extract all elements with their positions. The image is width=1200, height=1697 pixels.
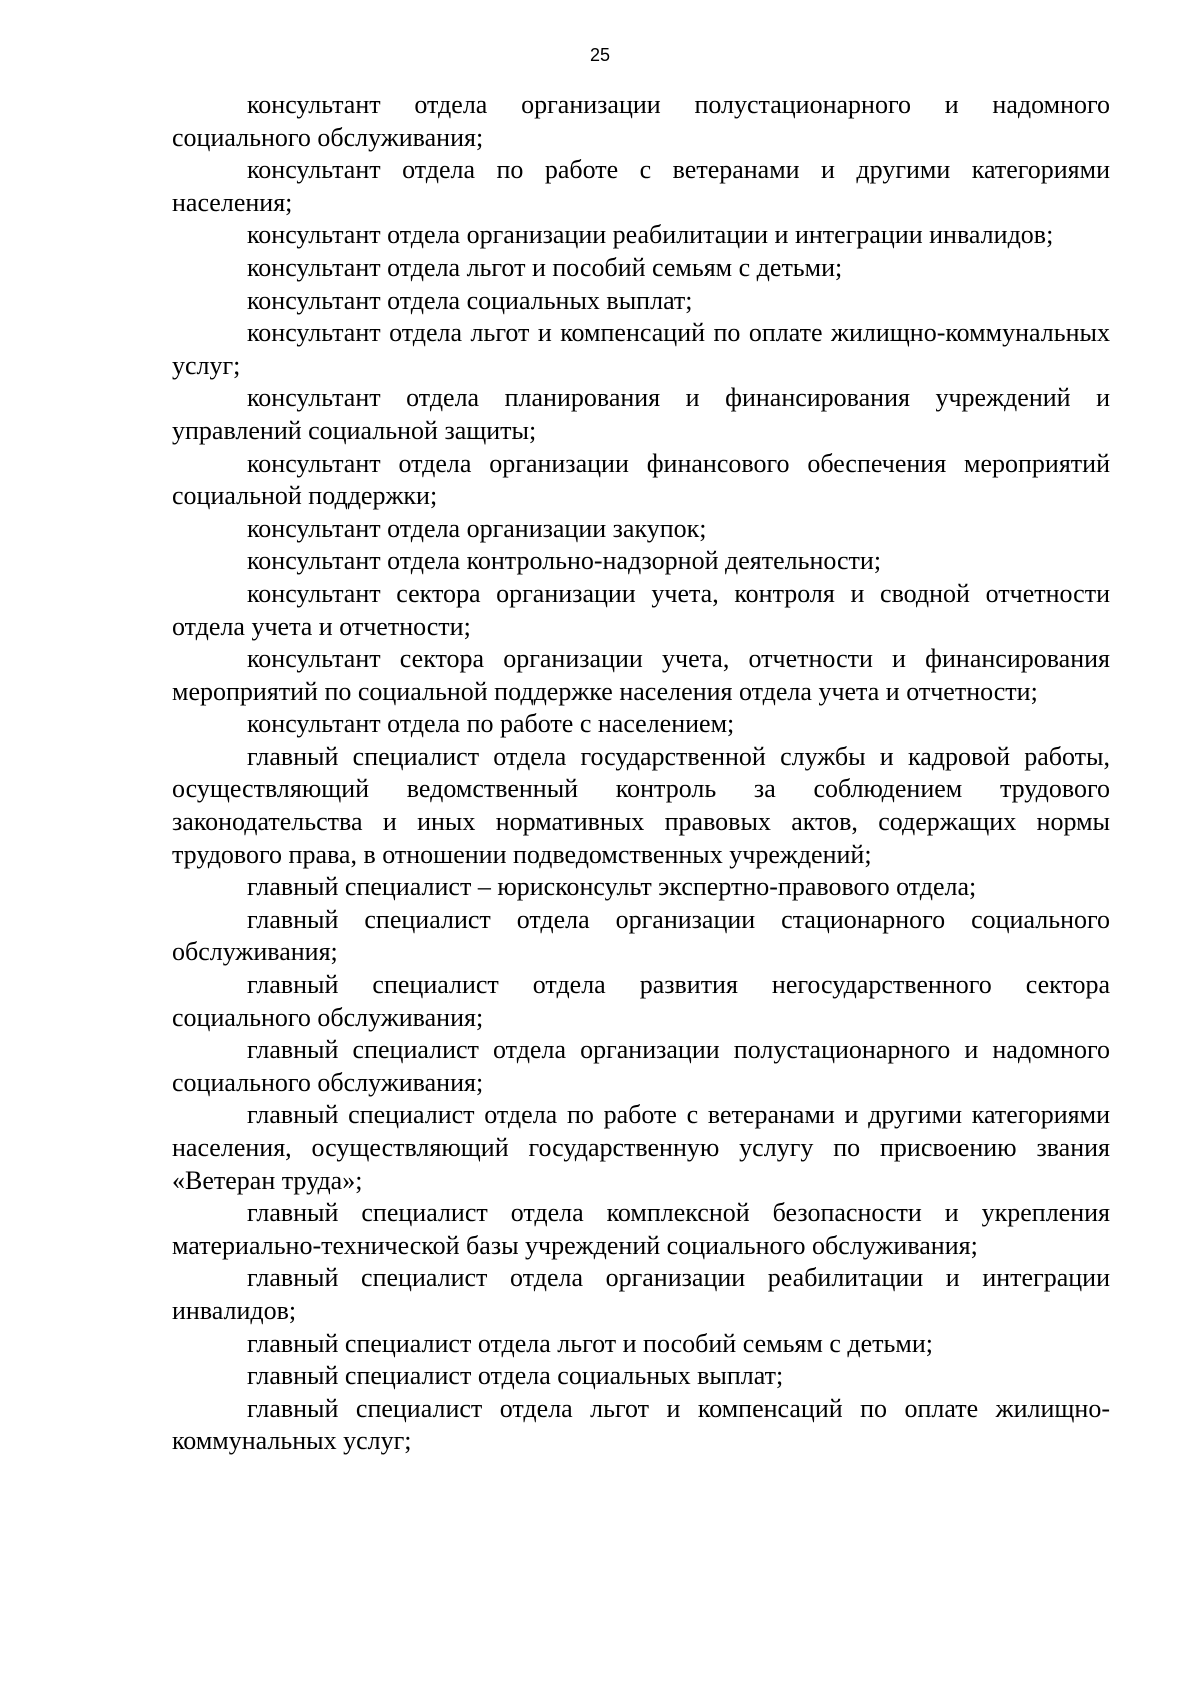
list-item: главный специалист отдела льгот и компенсаций по оплате жилищно-коммунальных услуг;	[172, 1393, 1110, 1456]
list-item: консультант отдела планирования и финансирования учреждений и управлений социальной защиты;	[172, 383, 1110, 445]
list-item: консультант сектора организации учета, отчетности и финансирования мероприятий по социальной поддержке населения отдела учета и отчетности;	[172, 644, 1110, 706]
list-item: консультант отдела контрольно-надзорной деятельности;	[247, 546, 882, 576]
list-item: главный специалист отдела организации реабилитации и интеграции инвалидов;	[172, 1263, 1110, 1325]
list-item: консультант отдела по работе с ветеранами и другими категориями населения;	[172, 155, 1110, 217]
list-item: консультант отдела организации реабилитации и интеграции инвалидов;	[247, 220, 1054, 250]
list-item: главный специалист отдела организации стационарного социального обслуживания;	[172, 904, 1110, 967]
list-item: консультант отдела социальных выплат;	[247, 285, 693, 315]
list-item: главный специалист – юрисконсульт экспертно-правового отдела;	[247, 872, 977, 902]
list-item: главный специалист отдела по работе с ветеранами и другими категориями населения, осуществляющий государственную услугу по присвоению звания «Ветеран труда»;	[172, 1100, 1110, 1195]
list-item: главный специалист отдела льгот и пособий семьям с детьми;	[247, 1328, 933, 1358]
page-number: 25	[589, 45, 611, 65]
list-item: консультант отдела по работе с населением;	[247, 709, 735, 739]
list-item: главный специалист отдела комплексной безопасности и укрепления материально-технической базы учреждений социального обслуживания;	[172, 1198, 1110, 1260]
list-item: консультант отдела организации закупок;	[247, 513, 707, 543]
list-item: главный специалист отдела государственной службы и кадровой работы, осуществляющий ведомственный контроль за соблюдением трудового законодательства и иных нормативных правовых актов, содержащих нормы трудового права, в отношении подведомственных учреждений;	[172, 741, 1110, 869]
list-item: консультант сектора организации учета, контроля и сводной отчетности отдела учета и отчетности;	[172, 578, 1110, 641]
list-item: главный специалист отдела социальных выплат;	[247, 1361, 784, 1391]
list-item: консультант отдела льгот и компенсаций по оплате жилищно-коммунальных услуг;	[172, 318, 1110, 380]
list-item: главный специалист отдела развития негосударственного сектора социального обслуживания;	[172, 970, 1110, 1032]
list-item: консультант отдела организации полустационарного и надомного социального обслуживания;	[172, 90, 1110, 152]
list-item: главный специалист отдела организации полустационарного и надомного социального обслуживания;	[172, 1035, 1110, 1097]
list-item: консультант отдела организации финансового обеспечения мероприятий социальной поддержки;	[172, 448, 1110, 511]
position-list	[172, 89, 1110, 1458]
list-item: консультант отдела льгот и пособий семьям с детьми;	[247, 252, 843, 282]
